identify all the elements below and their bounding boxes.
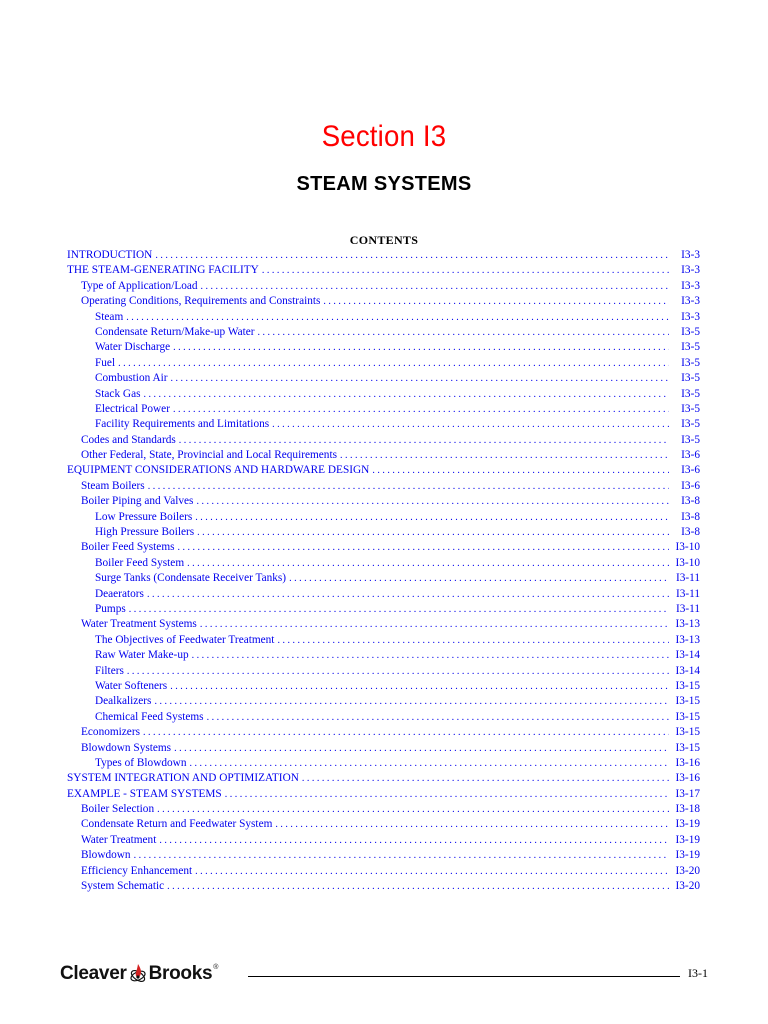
toc-entry-label[interactable]: Condensate Return/Make-up Water bbox=[95, 325, 255, 338]
dot-leader bbox=[127, 664, 669, 679]
toc-entry[interactable] bbox=[67, 556, 700, 571]
dot-leader bbox=[179, 433, 669, 448]
table-of-contents bbox=[67, 248, 700, 894]
toc-entry-label[interactable]: Deaerators bbox=[95, 587, 144, 600]
toc-entry-label[interactable]: Water Discharge bbox=[95, 341, 171, 354]
toc-entry-page[interactable]: I3-5 bbox=[681, 372, 700, 385]
toc-entry-label[interactable]: The Objectives of Feedwater Treatment bbox=[95, 633, 275, 646]
dot-leader bbox=[277, 633, 669, 648]
toc-entry-page[interactable]: I3-5 bbox=[681, 433, 700, 446]
dot-leader bbox=[207, 710, 669, 725]
dot-leader bbox=[170, 679, 669, 694]
toc-entry-page[interactable]: I3-5 bbox=[681, 356, 700, 369]
toc-entry-page[interactable]: I3-6 bbox=[681, 479, 700, 492]
toc-entry-label[interactable]: Water Treatment bbox=[81, 833, 157, 846]
toc-entry-label[interactable]: Blowdown bbox=[81, 849, 131, 862]
toc-entry-label[interactable]: Condensate Return and Feedwater System bbox=[81, 818, 273, 831]
toc-entry-label[interactable]: EXAMPLE - STEAM SYSTEMS bbox=[67, 787, 222, 800]
dot-leader bbox=[200, 617, 669, 632]
dot-leader bbox=[323, 294, 669, 309]
toc-entry[interactable] bbox=[67, 340, 700, 355]
toc-entry-page[interactable]: I3-5 bbox=[681, 325, 700, 338]
section-title: Section I3 bbox=[321, 120, 447, 153]
logo-text-left: Cleaver bbox=[60, 963, 127, 984]
toc-entry[interactable] bbox=[67, 587, 700, 602]
toc-entry-page[interactable]: I3-3 bbox=[681, 264, 700, 277]
dot-leader bbox=[134, 848, 669, 863]
toc-entry[interactable] bbox=[67, 833, 700, 848]
toc-entry-label[interactable]: Water Treatment Systems bbox=[81, 618, 197, 631]
toc-entry-label[interactable]: Stack Gas bbox=[95, 387, 141, 400]
toc-entry[interactable] bbox=[67, 741, 700, 756]
toc-entry[interactable] bbox=[67, 648, 700, 663]
toc-entry-page[interactable]: I3-6 bbox=[681, 449, 700, 462]
toc-entry-page[interactable]: I3-3 bbox=[681, 249, 700, 261]
toc-entry-label[interactable]: Boiler Piping and Valves bbox=[81, 495, 194, 508]
toc-entry[interactable] bbox=[67, 402, 700, 417]
toc-entry[interactable] bbox=[67, 479, 700, 494]
toc-entry-page[interactable]: I3-15 bbox=[675, 679, 700, 692]
toc-entry[interactable] bbox=[67, 279, 700, 294]
toc-entry-page[interactable]: I3-5 bbox=[681, 402, 700, 415]
toc-entry-label[interactable]: Boiler Selection bbox=[81, 803, 155, 816]
toc-entry[interactable] bbox=[67, 310, 700, 325]
dot-leader bbox=[171, 371, 670, 386]
toc-entry-page[interactable]: I3-3 bbox=[681, 310, 700, 323]
dot-leader bbox=[178, 540, 669, 555]
toc-entry[interactable] bbox=[67, 417, 700, 432]
toc-entry-page[interactable]: I3-3 bbox=[681, 295, 700, 308]
toc-entry-page[interactable]: I3-11 bbox=[675, 587, 700, 600]
toc-entry-label[interactable]: Other Federal, State, Provincial and Local Requirements bbox=[81, 449, 337, 462]
toc-entry-label[interactable]: Fuel bbox=[95, 356, 116, 369]
dot-leader bbox=[167, 879, 669, 894]
dot-leader bbox=[118, 356, 669, 371]
contents-heading: CONTENTS bbox=[349, 233, 419, 247]
toc-entry[interactable] bbox=[67, 525, 700, 540]
footer-rule bbox=[248, 976, 680, 977]
toc-entry-page[interactable]: I3-14 bbox=[675, 664, 700, 677]
dot-leader bbox=[143, 725, 669, 740]
toc-entry-label[interactable]: Low Pressure Boilers bbox=[95, 510, 193, 523]
toc-entry[interactable] bbox=[67, 771, 700, 786]
toc-entry[interactable] bbox=[67, 494, 700, 509]
toc-entry[interactable] bbox=[67, 617, 700, 632]
toc-entry[interactable] bbox=[67, 848, 700, 863]
toc-entry-page[interactable]: I3-15 bbox=[675, 710, 700, 723]
toc-entry[interactable] bbox=[67, 802, 700, 817]
toc-entry-page[interactable]: I3-16 bbox=[675, 756, 700, 769]
toc-entry-label[interactable]: Steam bbox=[95, 310, 124, 323]
dot-leader bbox=[192, 648, 669, 663]
toc-entry-label[interactable]: Codes and Standards bbox=[81, 433, 176, 446]
toc-entry[interactable] bbox=[67, 864, 700, 879]
toc-entry-label[interactable]: System Schematic bbox=[81, 880, 165, 893]
toc-entry-page[interactable]: I3-15 bbox=[675, 741, 700, 754]
toc-entry-page[interactable]: I3-13 bbox=[675, 618, 700, 631]
dot-leader bbox=[147, 587, 669, 602]
dot-leader bbox=[196, 494, 669, 509]
toc-entry-label[interactable]: Dealkalizers bbox=[95, 695, 152, 708]
toc-entry[interactable] bbox=[67, 371, 700, 386]
toc-entry[interactable] bbox=[67, 571, 700, 586]
toc-entry-label[interactable]: Water Softeners bbox=[95, 679, 168, 692]
dot-leader bbox=[187, 556, 669, 571]
toc-entry[interactable] bbox=[67, 294, 700, 309]
toc-entry[interactable] bbox=[67, 248, 700, 263]
toc-entry-page[interactable]: I3-16 bbox=[675, 772, 700, 785]
toc-entry-page[interactable]: I3-5 bbox=[681, 387, 700, 400]
toc-entry-page[interactable]: I3-19 bbox=[675, 833, 700, 846]
dot-leader bbox=[201, 279, 669, 294]
toc-entry[interactable] bbox=[67, 463, 700, 478]
document-subtitle: STEAM SYSTEMS bbox=[296, 173, 472, 195]
dot-leader bbox=[173, 340, 669, 355]
toc-entry-page[interactable]: I3-19 bbox=[675, 818, 700, 831]
toc-entry-label[interactable]: INTRODUCTION bbox=[67, 249, 153, 261]
dot-leader bbox=[340, 448, 669, 463]
toc-entry[interactable] bbox=[67, 263, 700, 278]
toc-entry[interactable] bbox=[67, 817, 700, 832]
toc-entry-label[interactable]: Boiler Feed Systems bbox=[81, 541, 175, 554]
toc-entry-page[interactable]: I3-11 bbox=[675, 602, 700, 615]
toc-entry-label[interactable]: Raw Water Make-up bbox=[95, 649, 189, 662]
dot-leader bbox=[289, 571, 669, 586]
toc-entry-page[interactable]: I3-20 bbox=[675, 880, 700, 893]
toc-entry-page[interactable]: I3-19 bbox=[675, 849, 700, 862]
toc-entry-label[interactable]: Surge Tanks (Condensate Receiver Tanks) bbox=[95, 572, 287, 585]
logo-text-right: Brooks bbox=[148, 963, 213, 984]
dot-leader bbox=[195, 864, 669, 879]
dot-leader bbox=[189, 756, 669, 771]
dot-leader bbox=[155, 248, 669, 263]
cleaver-brooks-logo bbox=[60, 960, 218, 988]
toc-entry-label[interactable]: Blowdown Systems bbox=[81, 741, 172, 754]
dot-leader bbox=[372, 463, 669, 478]
toc-entry[interactable] bbox=[67, 725, 700, 740]
toc-entry[interactable] bbox=[67, 633, 700, 648]
toc-entry-label[interactable]: Combustion Air bbox=[95, 372, 168, 385]
toc-entry[interactable] bbox=[67, 756, 700, 771]
toc-entry[interactable] bbox=[67, 356, 700, 371]
dot-leader bbox=[126, 310, 669, 325]
dot-leader bbox=[144, 387, 670, 402]
toc-entry[interactable] bbox=[67, 510, 700, 525]
toc-entry-label[interactable]: Economizers bbox=[81, 726, 140, 739]
toc-entry-label[interactable]: Chemical Feed Systems bbox=[95, 710, 204, 723]
toc-entry-page[interactable]: I3-18 bbox=[675, 803, 700, 816]
toc-entry-page[interactable]: I3-20 bbox=[675, 864, 700, 877]
toc-entry[interactable] bbox=[67, 664, 700, 679]
toc-entry-label[interactable]: Pumps bbox=[95, 602, 126, 615]
toc-entry-label[interactable]: Types of Blowdown bbox=[95, 756, 187, 769]
toc-entry-page[interactable]: I3-15 bbox=[675, 726, 700, 739]
toc-entry-page[interactable]: I3-8 bbox=[681, 510, 700, 523]
toc-entry[interactable] bbox=[67, 602, 700, 617]
toc-entry-label[interactable]: Efficiency Enhancement bbox=[81, 864, 193, 877]
toc-entry-page[interactable]: I3-6 bbox=[681, 464, 700, 477]
toc-entry-page[interactable]: I3-13 bbox=[675, 633, 700, 646]
toc-entry[interactable] bbox=[67, 679, 700, 694]
toc-entry-label[interactable]: Type of Application/Load bbox=[81, 279, 198, 292]
dot-leader bbox=[154, 694, 669, 709]
dot-leader bbox=[174, 741, 669, 756]
toc-entry[interactable] bbox=[67, 448, 700, 463]
dot-leader bbox=[225, 787, 669, 802]
toc-entry-page[interactable]: I3-3 bbox=[681, 279, 700, 292]
toc-entry-label[interactable]: High Pressure Boilers bbox=[95, 526, 195, 539]
toc-entry-page[interactable]: I3-10 bbox=[675, 541, 700, 554]
dot-leader bbox=[173, 402, 669, 417]
dot-leader bbox=[262, 263, 669, 278]
toc-entry-label[interactable]: Filters bbox=[95, 664, 124, 677]
flame-icon bbox=[128, 961, 148, 987]
dot-leader bbox=[258, 325, 669, 340]
toc-entry[interactable] bbox=[67, 433, 700, 448]
dot-leader bbox=[275, 817, 669, 832]
toc-entry[interactable] bbox=[67, 787, 700, 802]
toc-entry[interactable] bbox=[67, 387, 700, 402]
dot-leader bbox=[129, 602, 669, 617]
page-number: I3-1 bbox=[688, 966, 708, 980]
toc-entry-page[interactable]: I3-11 bbox=[675, 572, 700, 585]
toc-entry-label[interactable]: Facility Requirements and Limitations bbox=[95, 418, 270, 431]
toc-entry-label[interactable]: THE STEAM-GENERATING FACILITY bbox=[67, 264, 259, 277]
toc-entry-page[interactable]: I3-8 bbox=[681, 495, 700, 508]
toc-entry-page[interactable]: I3-15 bbox=[675, 695, 700, 708]
toc-entry-page[interactable]: I3-10 bbox=[675, 556, 700, 569]
toc-entry-label[interactable]: SYSTEM INTEGRATION AND OPTIMIZATION bbox=[67, 772, 299, 785]
toc-entry-label[interactable]: EQUIPMENT CONSIDERATIONS AND HARDWARE DESIGN bbox=[67, 464, 370, 477]
toc-entry-label[interactable]: Electrical Power bbox=[95, 402, 170, 415]
toc-entry[interactable] bbox=[67, 540, 700, 555]
dot-leader bbox=[272, 417, 669, 432]
dot-leader bbox=[302, 771, 669, 786]
registered-mark: ® bbox=[213, 963, 219, 971]
toc-entry-page[interactable]: I3-14 bbox=[675, 649, 700, 662]
toc-entry[interactable] bbox=[67, 325, 700, 340]
dot-leader bbox=[159, 833, 669, 848]
toc-entry[interactable] bbox=[67, 879, 700, 894]
toc-entry-label[interactable]: Steam Boilers bbox=[81, 479, 145, 492]
toc-entry[interactable] bbox=[67, 710, 700, 725]
toc-entry-page[interactable]: I3-5 bbox=[681, 341, 700, 354]
toc-entry-page[interactable]: I3-5 bbox=[681, 418, 700, 431]
toc-entry-page[interactable]: I3-17 bbox=[675, 787, 700, 800]
toc-entry-page[interactable]: I3-8 bbox=[681, 526, 700, 539]
toc-entry-label[interactable]: Operating Conditions, Requirements and Constraints bbox=[81, 295, 321, 308]
toc-entry[interactable] bbox=[67, 694, 700, 709]
dot-leader bbox=[195, 510, 669, 525]
dot-leader bbox=[148, 479, 669, 494]
dot-leader bbox=[197, 525, 669, 540]
toc-entry-label[interactable]: Boiler Feed System bbox=[95, 556, 185, 569]
dot-leader bbox=[157, 802, 669, 817]
